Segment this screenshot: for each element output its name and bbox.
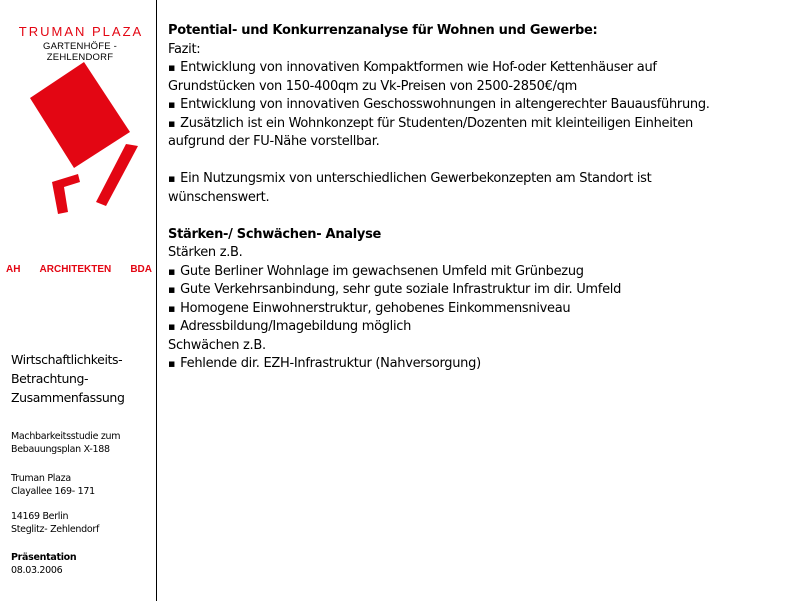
- list-item: [168, 96, 792, 115]
- list-item-text: Gute Berliner Wohnlage im gewachsenen Umfeld mit Grünbezug: [180, 263, 584, 279]
- location-line: Steglitz- Zehlendorf: [11, 523, 100, 535]
- project-line: Truman Plaza: [11, 473, 71, 484]
- location-info: [11, 511, 151, 536]
- fazit-label: Fazit:: [168, 41, 201, 57]
- architects-initials: AH: [6, 264, 21, 275]
- presentation-date: 08.03.2006: [11, 564, 63, 576]
- list-item-text: Entwicklung von innovativen Geschosswohnungen in altengerechter Bauausführung.: [180, 97, 710, 112]
- section-title-line: Wirtschaftlichkeits-: [11, 352, 123, 367]
- list-item-text: Adressbildung/Imagebildung möglich: [180, 319, 412, 334]
- list-item: [168, 263, 792, 282]
- presentation-info: [11, 552, 151, 577]
- sidebar: [0, 0, 157, 601]
- list-item-text: Homogene Einwohnerstruktur, gehobenes Einkommensniveau: [180, 300, 571, 316]
- study-line: Bebauungsplan X-188: [11, 443, 110, 455]
- list-item-text: Zusätzlich ist ein Wohnkonzept für Studenten/Dozenten mit kleinteiligen Einheiten: [180, 115, 693, 131]
- spacer: [168, 152, 792, 171]
- list-item-continuation: wünschenswert.: [168, 189, 270, 205]
- list-item: [168, 355, 792, 374]
- list-item: [168, 115, 792, 134]
- strengths-label: Stärken z.B.: [168, 245, 243, 260]
- project-info: [11, 473, 151, 498]
- section-title-line: Zusammenfassung: [11, 390, 125, 405]
- architects-word: ARCHITEKTEN: [39, 264, 112, 275]
- list-item-continuation: aufgrund der FU-Nähe vorstellbar.: [168, 134, 380, 149]
- spacer: [168, 207, 792, 226]
- list-item: [168, 59, 792, 78]
- location-line: 14169 Berlin: [11, 511, 69, 522]
- heading-potential-analysis: Potential- und Konkurrenzanalyse für Wohnen und Gewerbe:: [168, 23, 598, 38]
- list-item-text: Gute Verkehrsanbindung, sehr gute soziale Infrastruktur im dir. Umfeld: [180, 282, 622, 297]
- list-item-continuation: Grundstücken von 150-400qm zu Vk-Preisen von 2500-2850€/qm: [168, 78, 577, 94]
- list-item-text: Entwicklung von innovativen Kompaktformen wie Hof-oder Kettenhäuser auf: [180, 60, 657, 75]
- study-info: [11, 431, 151, 456]
- list-item: [168, 170, 792, 189]
- study-line: Machbarkeitsstudie zum: [11, 431, 121, 442]
- brand-subtitle: GARTENHÖFE -ZEHLENDORF: [42, 41, 117, 63]
- list-item: [168, 281, 792, 300]
- section-title: [11, 350, 151, 407]
- architects-line: [6, 264, 152, 275]
- list-item-text: Fehlende dir. EZH-Infrastruktur (Nahversorgung): [180, 356, 481, 371]
- presentation-label: Präsentation: [11, 552, 77, 563]
- architects-association: BDA: [130, 264, 152, 275]
- project-line: Clayallee 169- 171: [11, 485, 95, 497]
- heading-swot-analysis: Stärken-/ Schwächen- Analyse: [168, 226, 382, 242]
- list-item-text: Ein Nutzungsmix von unterschiedlichen Gewerbekonzepten am Standort ist: [180, 171, 652, 186]
- section-title-line: Betrachtung-: [11, 371, 89, 386]
- list-item: [168, 318, 792, 337]
- weaknesses-label: Schwächen z.B.: [168, 337, 266, 353]
- brand-title: TRUMAN PLAZA: [18, 24, 144, 39]
- main-content: [168, 22, 792, 374]
- architecture-logo-icon: [26, 56, 140, 216]
- list-item: [168, 300, 792, 319]
